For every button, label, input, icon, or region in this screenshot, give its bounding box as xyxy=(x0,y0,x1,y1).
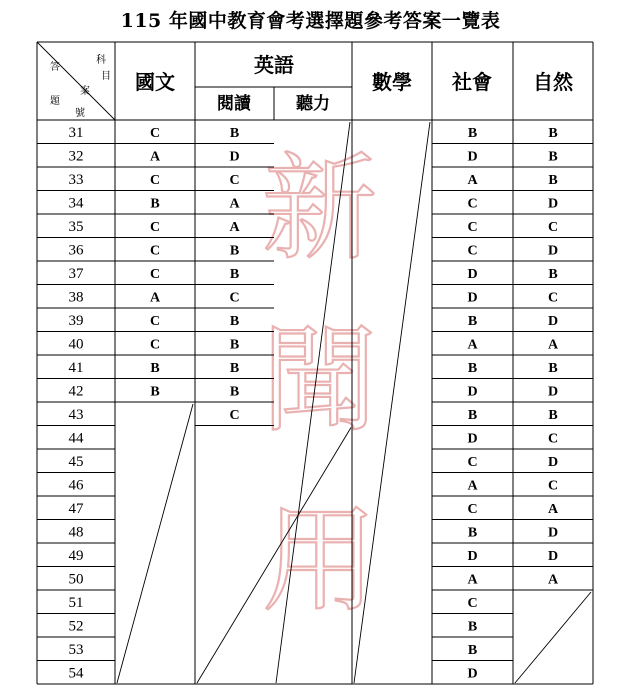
answer-reading: B xyxy=(229,360,240,376)
answer-social: D xyxy=(467,548,478,564)
question-number: 35 xyxy=(68,218,84,235)
column-headers xyxy=(135,53,574,114)
answer-science: B xyxy=(548,407,558,423)
question-number: 45 xyxy=(68,453,84,470)
question-number: 48 xyxy=(68,524,84,541)
answer-social: C xyxy=(467,219,478,235)
corner-answer-bottom: 案 xyxy=(80,86,90,97)
answer-reading: D xyxy=(229,149,240,165)
question-number: 52 xyxy=(68,618,84,635)
question-number: 37 xyxy=(68,265,84,282)
watermark-char-2: 聞 xyxy=(262,314,378,448)
corner-cell xyxy=(50,53,111,119)
answer-science: B xyxy=(548,172,558,188)
question-number: 31 xyxy=(68,124,84,141)
answer-science: C xyxy=(547,431,559,447)
page-title: 115 年國中教育會考選擇題參考答案一覽表 xyxy=(120,10,501,32)
answer-social: D xyxy=(467,266,478,282)
answer-social: A xyxy=(467,478,478,494)
answer-social: B xyxy=(467,525,478,541)
answer-science: C xyxy=(547,290,559,306)
answer-social: C xyxy=(467,454,478,470)
header-chinese: 國文 xyxy=(135,70,175,94)
question-number: 44 xyxy=(68,430,84,447)
answer-science: B xyxy=(548,360,558,376)
answer-social: A xyxy=(467,337,478,353)
question-number: 46 xyxy=(68,477,84,494)
answer-science: A xyxy=(547,337,559,353)
question-number: 43 xyxy=(68,406,84,423)
question-number: 54 xyxy=(68,665,84,682)
answer-social: C xyxy=(467,196,478,212)
answer-chinese: A xyxy=(149,149,161,165)
question-number: 32 xyxy=(68,148,84,165)
answer-chinese: C xyxy=(149,125,161,141)
answer-social: B xyxy=(467,125,478,141)
question-number: 34 xyxy=(68,195,84,212)
header-math: 數學 xyxy=(372,70,412,94)
answer-social: B xyxy=(467,407,478,423)
answer-science: B xyxy=(548,266,558,282)
answer-chinese: C xyxy=(149,172,161,188)
chinese-empty-diagonal xyxy=(117,404,193,683)
answer-chinese: C xyxy=(149,266,161,282)
corner-question-top: 題 xyxy=(50,96,60,107)
header-reading: 閱讀 xyxy=(217,94,251,114)
answer-social: B xyxy=(467,642,478,658)
answer-social: A xyxy=(467,172,478,188)
answer-science: D xyxy=(547,454,559,470)
question-number: 50 xyxy=(68,571,84,588)
header-listening: 聽力 xyxy=(296,94,330,114)
answer-social: D xyxy=(467,431,478,447)
question-number: 53 xyxy=(68,641,84,658)
question-number: 33 xyxy=(68,171,84,188)
science-empty-diagonal xyxy=(515,592,591,683)
answer-chinese: B xyxy=(150,360,160,376)
question-number: 40 xyxy=(68,336,84,353)
answer-science: D xyxy=(547,243,559,259)
answer-reading: A xyxy=(229,219,240,235)
answer-science: D xyxy=(547,525,559,541)
question-number: 49 xyxy=(68,547,84,564)
corner-answer-top: 答 xyxy=(50,62,60,73)
answer-science: D xyxy=(547,548,559,564)
answer-science: D xyxy=(547,196,559,212)
answer-science: D xyxy=(547,313,559,329)
watermark xyxy=(262,142,377,628)
answer-social: C xyxy=(467,243,478,259)
answer-chinese: B xyxy=(150,384,160,400)
watermark-char-1: 新 xyxy=(262,142,378,276)
answer-social: D xyxy=(467,666,478,682)
answer-social: C xyxy=(467,595,478,611)
answer-reading: C xyxy=(229,172,240,188)
answer-social: C xyxy=(467,501,478,517)
corner-question-bottom: 號 xyxy=(75,108,85,119)
answer-science: A xyxy=(547,572,559,588)
answer-social: A xyxy=(467,572,478,588)
answer-chinese: C xyxy=(149,219,161,235)
answer-science: B xyxy=(548,149,558,165)
answer-social: D xyxy=(467,149,478,165)
question-number: 38 xyxy=(68,289,84,306)
answer-chinese: B xyxy=(150,196,160,212)
question-number: 51 xyxy=(68,594,84,611)
answer-chinese: C xyxy=(149,313,161,329)
answer-social: D xyxy=(467,290,478,306)
answer-reading: B xyxy=(229,125,240,141)
answer-science: D xyxy=(547,384,559,400)
answer-science: B xyxy=(548,125,558,141)
answer-reading: C xyxy=(229,407,240,423)
answer-social: B xyxy=(467,313,478,329)
corner-subject-top: 科 xyxy=(96,55,106,66)
answer-chinese: A xyxy=(149,290,161,306)
answer-reading: B xyxy=(229,313,240,329)
question-number: 39 xyxy=(68,312,84,329)
question-number: 42 xyxy=(68,383,84,400)
answer-science: A xyxy=(547,501,559,517)
question-number: 36 xyxy=(68,242,84,259)
answer-chinese: C xyxy=(149,243,161,259)
answer-reading: B xyxy=(229,337,240,353)
watermark-char-3: 用 xyxy=(262,494,378,628)
question-number: 41 xyxy=(68,359,84,376)
header-english: 英語 xyxy=(254,53,294,77)
answer-science: C xyxy=(547,478,559,494)
answer-social: B xyxy=(467,360,478,376)
answer-social: D xyxy=(467,384,478,400)
answer-reading: C xyxy=(229,290,240,306)
header-science: 自然 xyxy=(533,70,573,94)
answer-chinese: C xyxy=(149,337,161,353)
corner-subject-bottom: 目 xyxy=(101,71,111,82)
answer-reading: A xyxy=(229,196,240,212)
answer-reading: B xyxy=(229,243,240,259)
answer-reading: B xyxy=(229,266,240,282)
header-social: 社會 xyxy=(452,70,492,94)
answer-science: C xyxy=(547,219,559,235)
question-number: 47 xyxy=(68,500,84,517)
answer-reading: B xyxy=(229,384,240,400)
answer-social: B xyxy=(467,619,478,635)
